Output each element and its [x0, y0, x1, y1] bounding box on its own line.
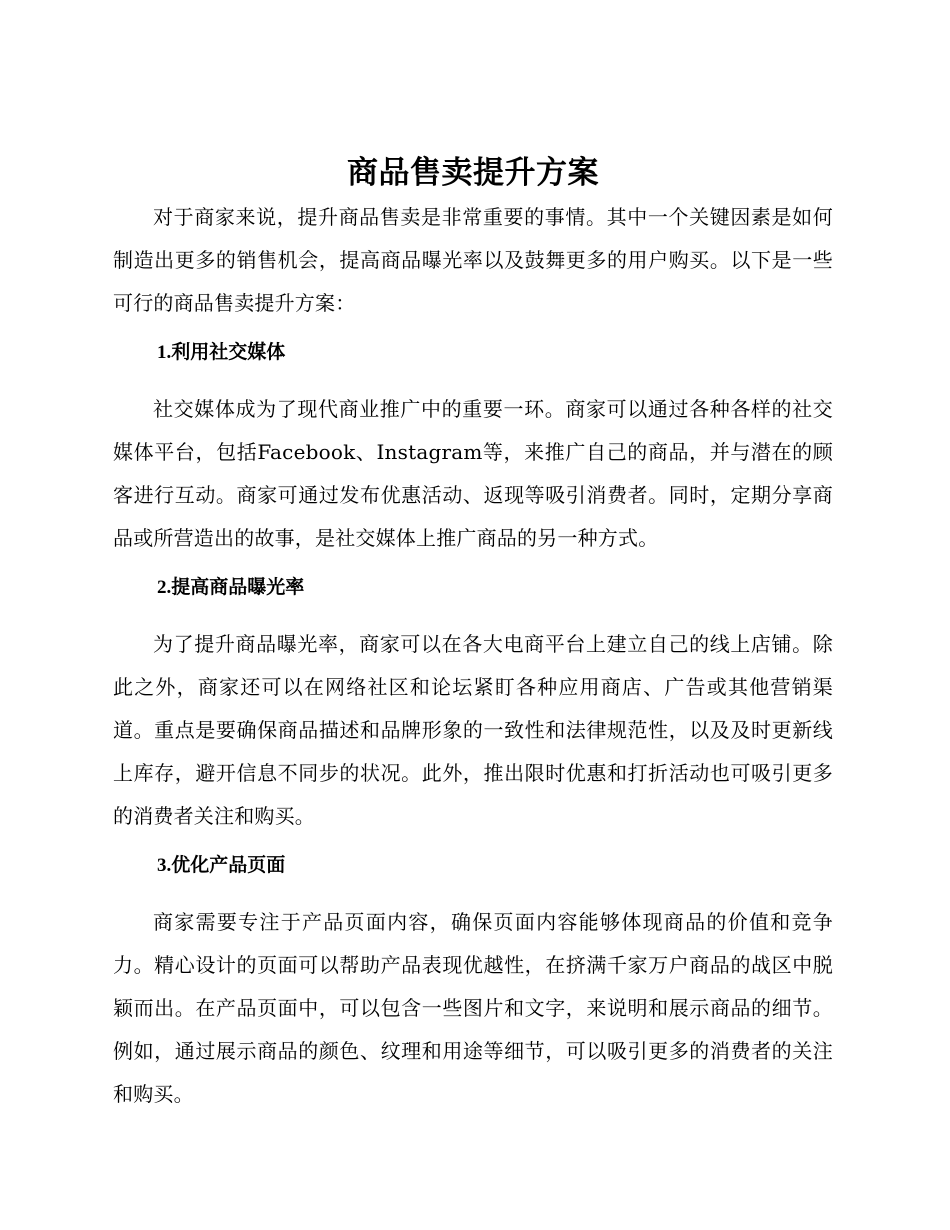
section-heading-3 — [157, 844, 833, 887]
section-heading-1 — [157, 331, 833, 374]
document-page — [113, 150, 833, 1116]
section-body-3: 商家需要专注于产品页面内容，确保页面内容能够体现商品的价值和竞争力。精心设计的页面可以帮助产品表现优越性，在挤满千家万户商品的战区中脱颖而出。在产品页面中，可以包含一些图片和文字，来说明和展示商品的细节。例如，通过展示商品的颜色、纹理和用途等细节，可以吸引更多的消费者的关注和购买。 — [113, 910, 833, 1106]
section-body-2: 为了提升商品曝光率，商家可以在各大电商平台上建立自己的线上店铺。除此之外，商家还可以在网络社区和论坛紧盯各种应用商店、广告或其他营销渠道。重点是要确保商品描述和品牌形象的一致性和法律规范性，以及及时更新线上库存，避开信息不同步的状况。此外，推出限时优惠和打折活动也可吸引更多的消费者关注和购买。 — [113, 632, 833, 828]
section-heading-2 — [157, 566, 833, 609]
section-title-3: 优化产品页面 — [171, 854, 286, 876]
section-number-3: 3. — [157, 855, 172, 876]
section-body-1: 社交媒体成为了现代商业推广中的重要一环。商家可以通过各种各样的社交媒体平台，包括Facebook、Instagram等，来推广自己的商品，并与潜在的顾客进行互动。商家可通过发布优惠活动、返现等吸引消费者。同时，定期分享商品或所营造出的故事，是社交媒体上推广商品的另一种方式。 — [113, 397, 833, 550]
section-number-1: 1. — [157, 342, 172, 363]
section-title-1: 利用社交媒体 — [171, 341, 286, 363]
section-number-2: 2. — [157, 577, 172, 598]
document-title: 商品售卖提升方案 — [347, 155, 599, 191]
section-title-2: 提高商品曝光率 — [171, 576, 305, 598]
intro-paragraph: 对于商家来说，提升商品售卖是非常重要的事情。其中一个关键因素是如何制造出更多的销售机会，提高商品曝光率以及鼓舞更多的用户购买。以下是一些可行的商品售卖提升方案： — [113, 205, 833, 315]
